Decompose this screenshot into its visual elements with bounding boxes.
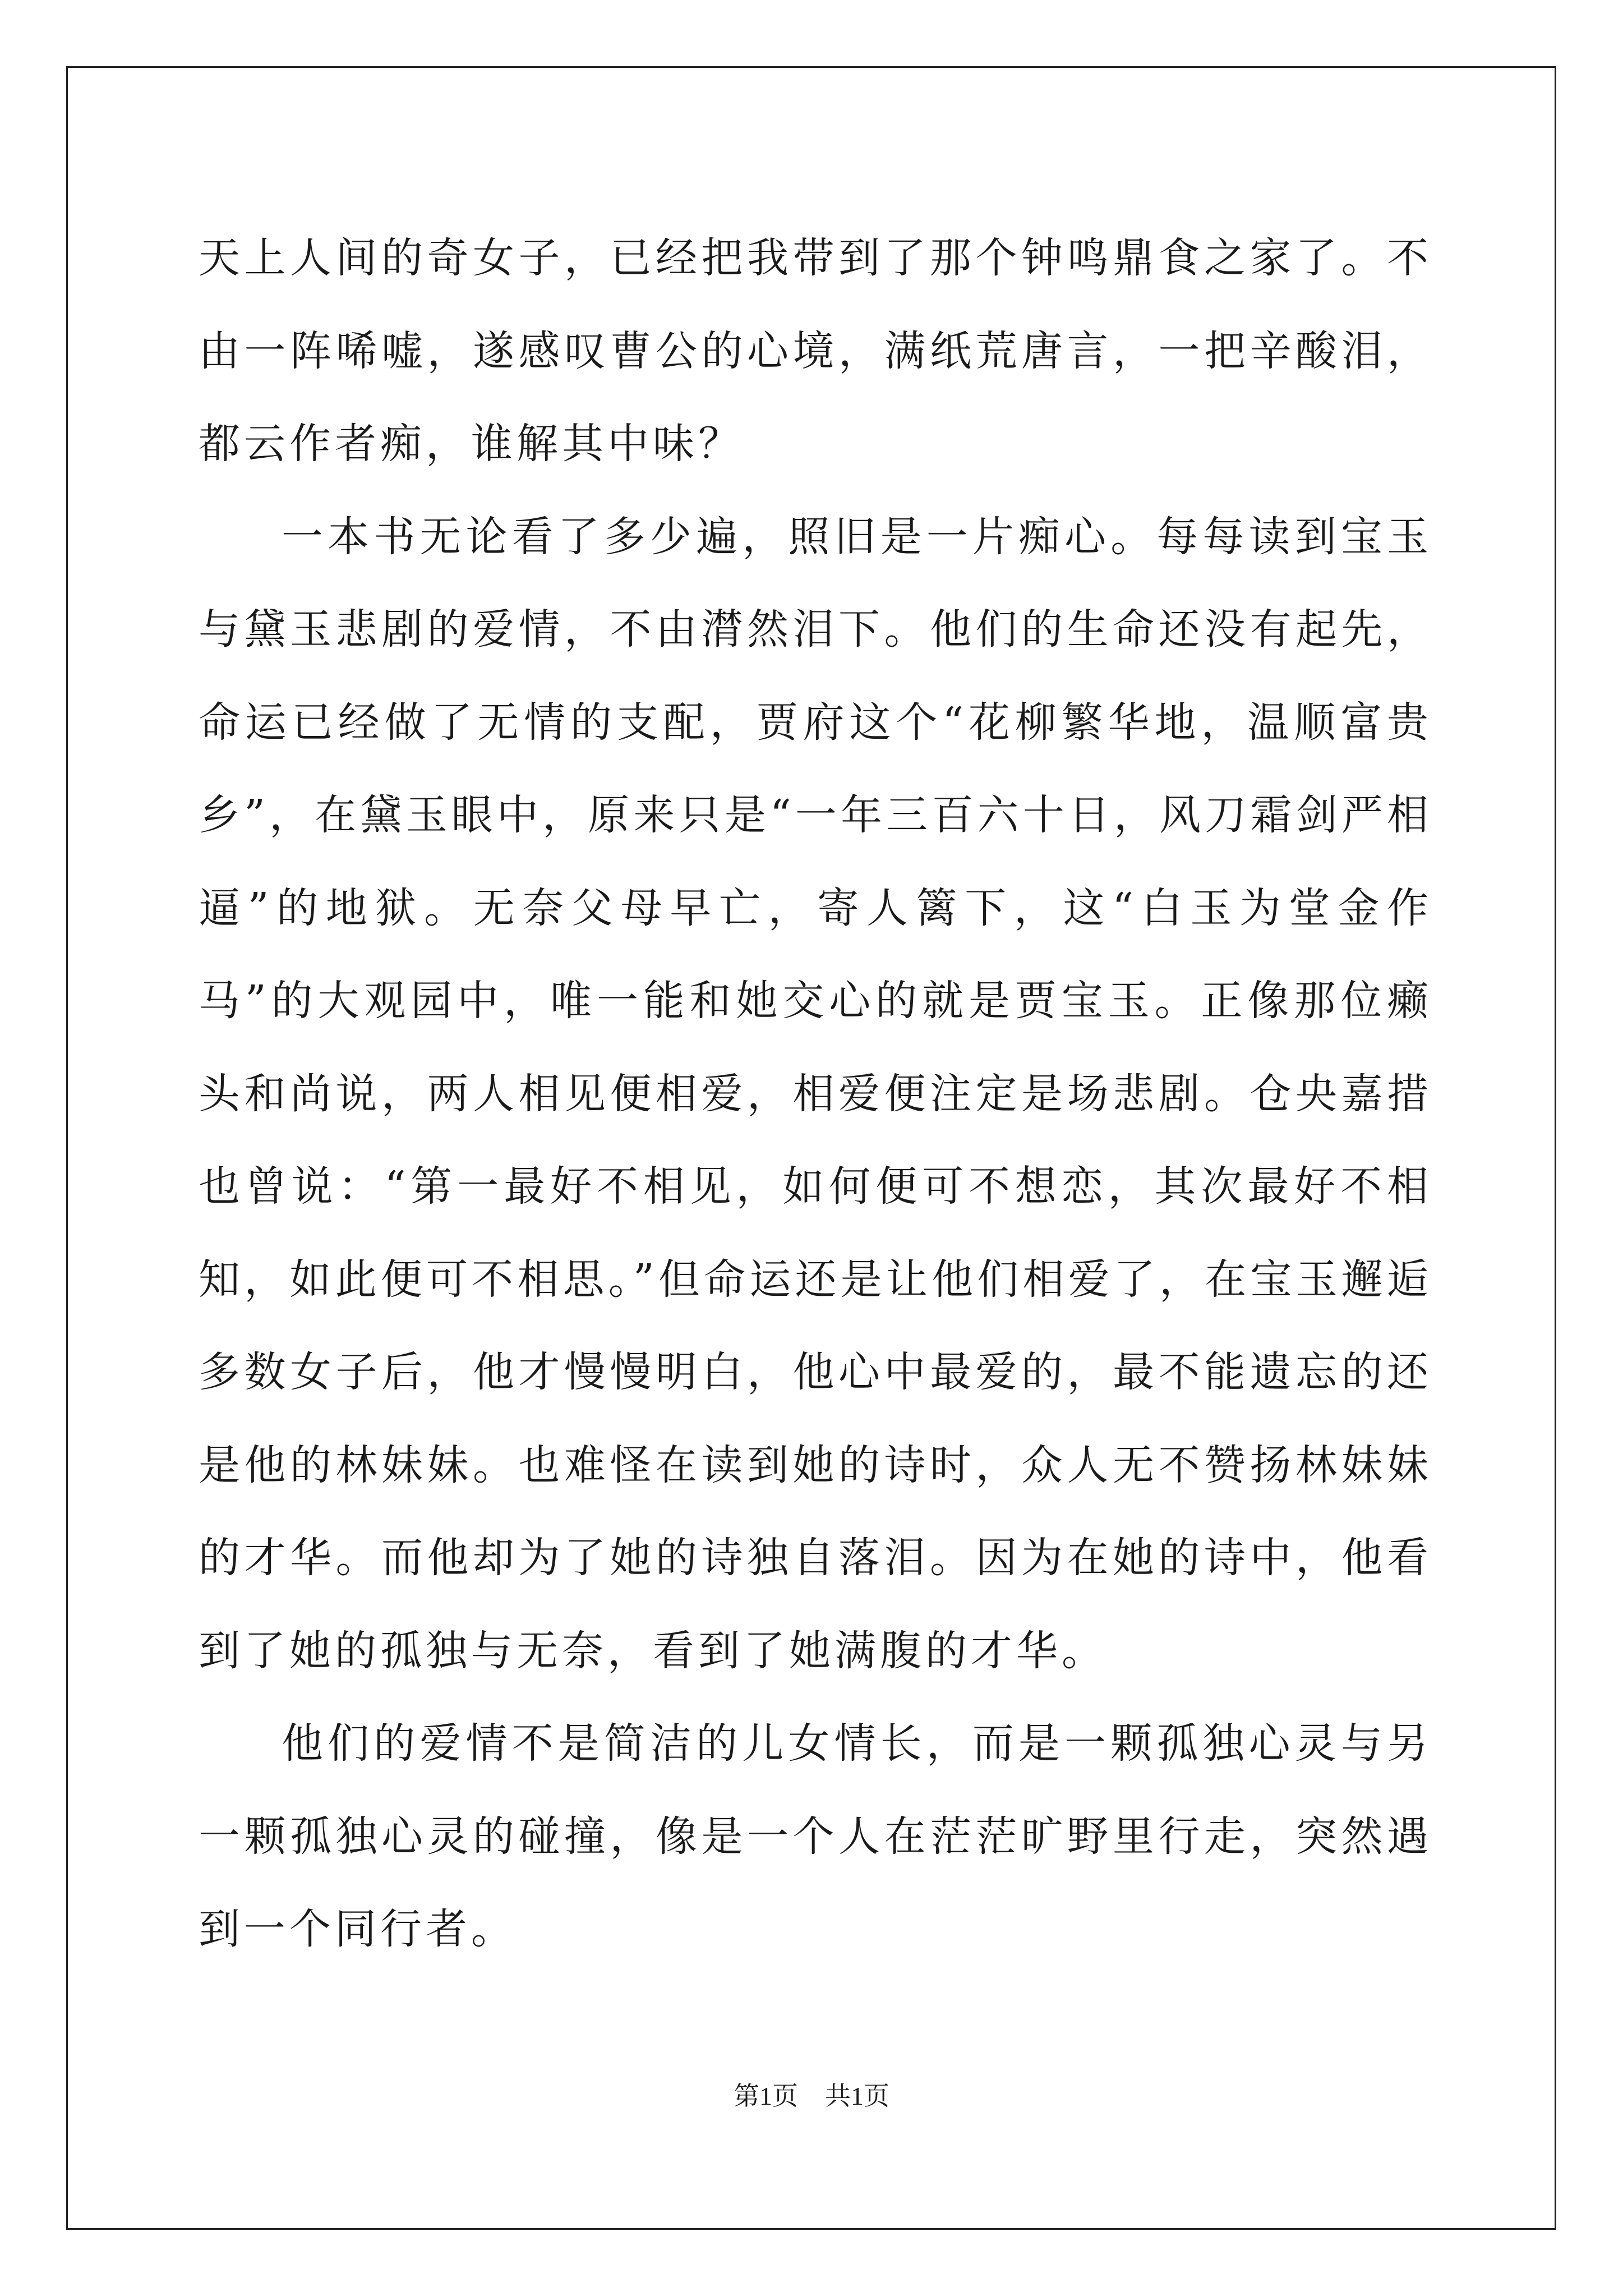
paragraph-3: 他们的爱情不是简洁的儿女情长，而是一颗孤独心灵与另一颗孤独心灵的碰撞，像是一个人在茫茫旷野里行走，突然遇到一个同行者。: [199, 1719, 1432, 1953]
paragraph-1: 天上人间的奇女子，已经把我带到了那个钟鸣鼎食之家了。不由一阵唏嘘，遂感叹曹公的心境，满纸荒唐言，一把辛酸泪，都云作者痴，谁解其中味？: [199, 234, 1432, 468]
page-footer: [0, 2076, 1623, 2113]
page-total: 共1页: [825, 2082, 889, 2110]
page-number: 第1页: [734, 2082, 798, 2110]
paragraph-2: 一本书无论看了多少遍，照旧是一片痴心。每每读到宝玉与黛玉悲剧的爱情，不由潸然泪下。他们的生命还没有起先，命运已经做了无情的支配，贾府这个“花柳繁华地，温顺富贵乡”，在黛玉眼中，原来只是“一年三百六十日，风刀霜剑严相逼”的地狱。无奈父母早亡，寄人篱下，这“白玉为堂金作马”的大观园中，唯一能和她交心的就是贾宝玉。正像那位癞头和尚说，两人相见便相爱，相爱便注定是场悲剧。仓央嘉措也曾说：“第一最好不相见，如何便可不想恋，其次最好不相知，如此便可不相思。”但命运还是让他们相爱了，在宝玉邂逅多数女子后，他才慢慢明白，他心中最爱的，最不能遗忘的还是他的林妹妹。也难怪在读到她的诗时，众人无不赞扬林妹妹的才华。而他却为了她的诗独自落泪。因为在她的诗中，他看到了她的孤独与无奈，看到了她满腹的才华。: [199, 512, 1432, 1675]
document-body: [199, 212, 1432, 1976]
